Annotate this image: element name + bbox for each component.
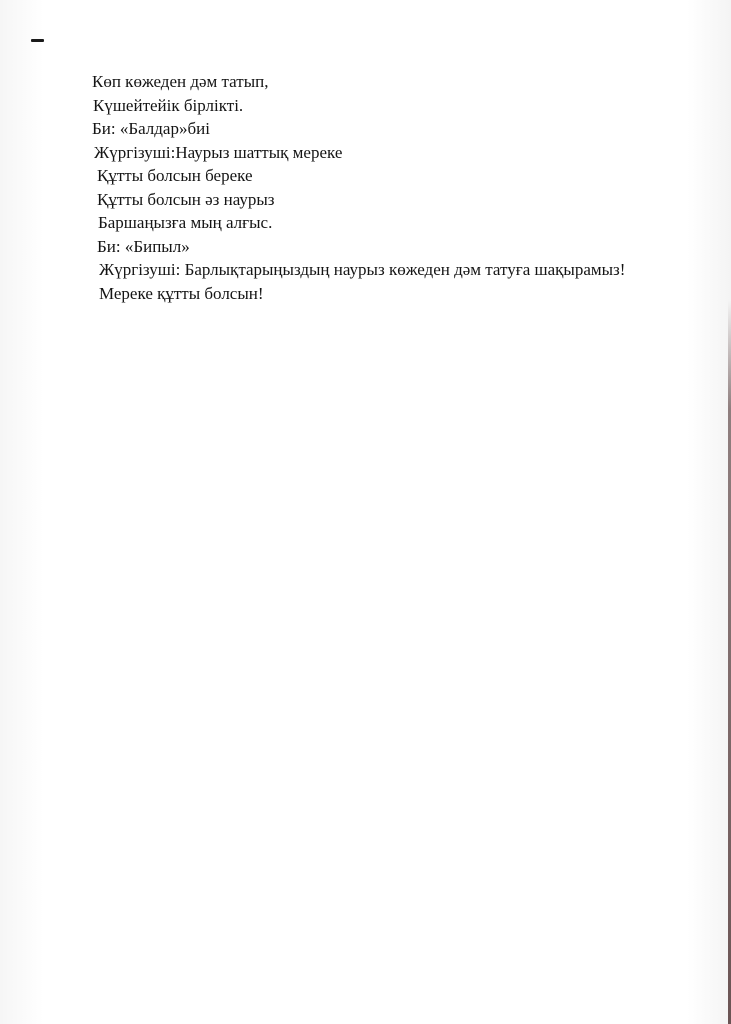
text-line: Құтты болсын әз наурыз xyxy=(97,189,275,209)
text-line: Құтты болсын береке xyxy=(97,166,253,185)
text-line: Би: «Балдар»биі xyxy=(92,119,210,138)
text-line: Баршаңызға мың алғыс. xyxy=(98,213,273,232)
corner-dash-mark xyxy=(31,39,44,42)
text-line: Би: «Бипыл» xyxy=(97,236,190,256)
text-line: Жүргізуші: Барлықтарыңыздың наурыз көжеден дәм татуға шақырамыз! Мереке құтты болсын! xyxy=(99,260,626,303)
document-text-block xyxy=(92,70,652,305)
text-line: Күшейтейік бірлікті. xyxy=(93,95,244,115)
text-line: Көп көжеден дәм татып, xyxy=(92,72,269,91)
text-line: Жүргізуші:Наурыз шаттық мереке xyxy=(94,142,343,162)
